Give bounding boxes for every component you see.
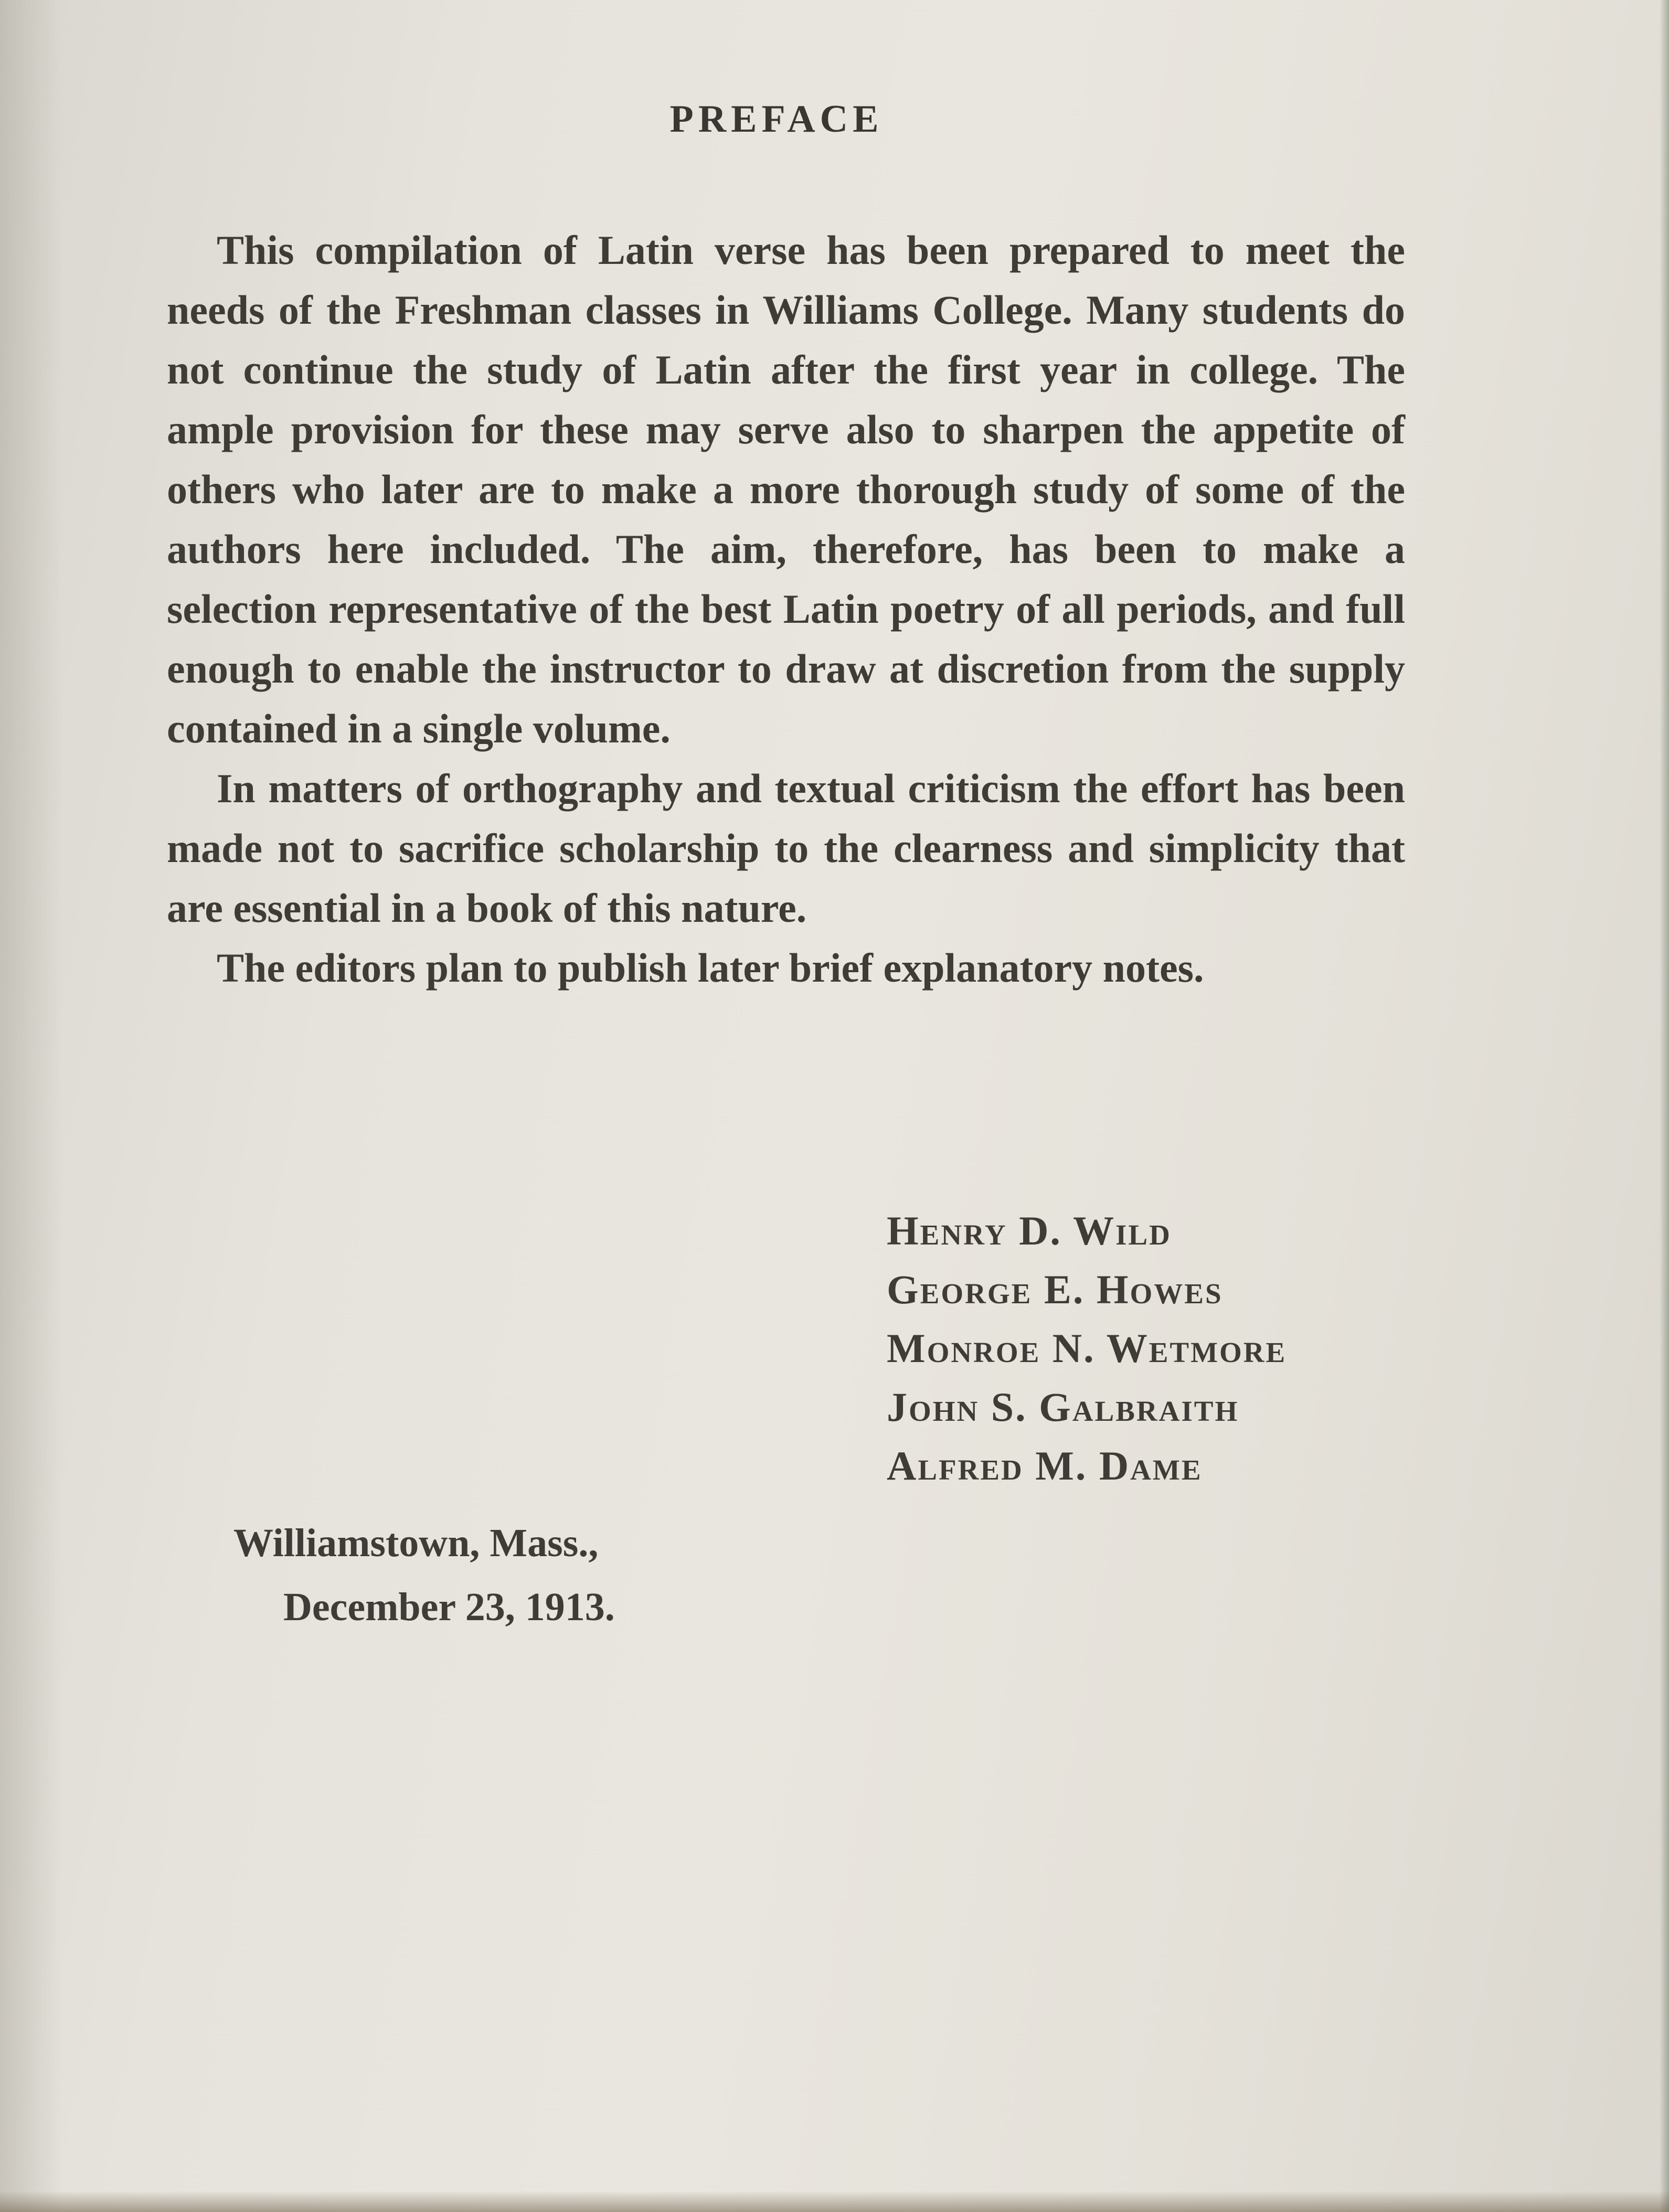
dateline-date: December 23, 1913. bbox=[283, 1585, 615, 1629]
page-shadow bbox=[0, 0, 63, 2212]
editor-name: Henry D. Wild bbox=[887, 1208, 1172, 1253]
page-edge bbox=[1660, 0, 1669, 2212]
preface-body bbox=[167, 220, 1405, 998]
dateline-place: Williamstown, Mass., bbox=[233, 1521, 599, 1565]
page-bottom-edge bbox=[0, 2191, 1669, 2212]
paragraph: This compilation of Latin verse has been prepared to meet the needs of the Freshman classes in Williams College. Many students do not continue the study of Latin after the first year in college. The ample provision for these may serve also to sharpen the appetite of others who later are to make a more thorough study of some of the authors here included. The aim, therefore, has been to make a selection representative of the best Latin poetry of all periods, and full enough to enable the instructor to draw at discretion from the supply contained in a single volume. bbox=[167, 227, 1405, 751]
editor-signatures bbox=[887, 1201, 1411, 1495]
editor-name: John S. Galbraith bbox=[887, 1384, 1239, 1430]
editor-name: Alfred M. Dame bbox=[887, 1443, 1203, 1488]
editor-name: George E. Howes bbox=[887, 1267, 1223, 1312]
editor-name: Monroe N. Wetmore bbox=[887, 1325, 1287, 1371]
paragraph: The editors plan to publish later brief explanatory notes. bbox=[217, 945, 1204, 991]
page-title: PREFACE bbox=[669, 98, 884, 141]
paragraph: In matters of orthography and textual criticism the effort has been made not to sacrifice scholarship to the clearness and simplicity that are essential in a book of this nature. bbox=[167, 765, 1405, 931]
dateline bbox=[233, 1511, 811, 1639]
